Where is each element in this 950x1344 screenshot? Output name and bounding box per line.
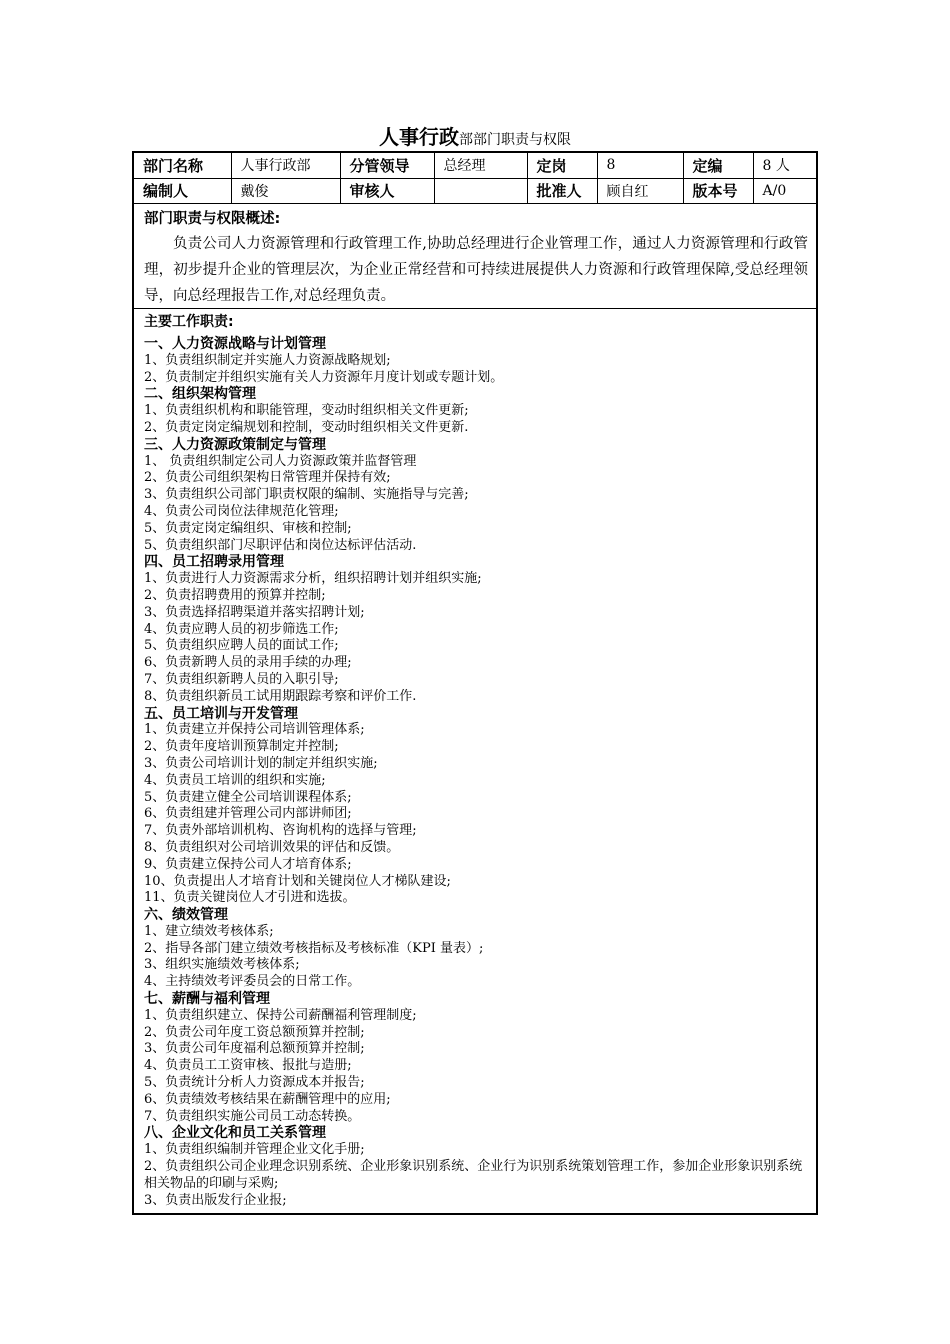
duty-item: 9、负责建立保持公司人才培育体系; [144, 856, 352, 872]
positions-value: 8 [597, 153, 683, 178]
duty-item: 3、负责公司培训计划的制定并组织实施; [144, 755, 378, 771]
duty-item: 3、组织实施绩效考核体系; [144, 957, 300, 973]
duty-item: 3、负责出版发行企业报; [144, 1192, 287, 1208]
version-label: 版本号 [683, 178, 753, 203]
duty-item: 1、建立绩效考核体系; [144, 923, 274, 939]
duty-item: 5、负责组织部门尽职评估和岗位达标评估活动. [144, 537, 417, 553]
duty-item: 6、负责组建并管理公司内部讲师团; [144, 806, 352, 822]
duty-item: 2、负责招聘费用的预算并控制; [144, 587, 326, 603]
document-title [0, 126, 950, 151]
section-title: 一、人力资源战略与计划管理 [144, 336, 326, 352]
info-row-1 [134, 153, 816, 178]
duty-item: 1、负责建立并保持公司培训管理体系; [144, 722, 365, 738]
duty-item: 7、负责外部培训机构、咨询机构的选择与管理; [144, 823, 417, 839]
duty-item: 8、负责组织新员工试用期跟踪考察和评价工作. [144, 688, 417, 704]
duty-item: 5、负责建立健全公司培训课程体系; [144, 789, 352, 805]
leader-label: 分管领导 [340, 153, 434, 178]
duty-item: 5、负责统计分析人力资源成本并报告; [144, 1075, 365, 1091]
duty-item: 4、负责公司岗位法律规范化管理; [144, 503, 339, 519]
document-frame [132, 151, 818, 1215]
author-label: 编制人 [134, 178, 231, 203]
duty-item: 6、负责新聘人员的录用手续的办理; [144, 655, 352, 671]
section-title: 三、人力资源政策制定与管理 [144, 436, 326, 453]
duty-item: 2、负责组织公司企业理念识别系统、企业形象识别系统、企业行为识别系统策划管理工作，参加企业形象识别系统相关物品的印刷与采购; [144, 1159, 803, 1191]
overview-text: 负责公司人力资源管理和行政管理工作,协助总经理进行企业管理工作，通过人力资源管理和行政管理，初步提升企业的管理层次，为企业正常经营和可持续进展提供人力资源和行政管理保障,受总经理领导，向总经理报告工作,对总经理负责。 [144, 236, 808, 304]
duty-section [144, 554, 808, 705]
title-main: 人事行政 [379, 125, 459, 149]
reviewer-value [434, 178, 527, 203]
section-title: 二、组织架构管理 [144, 386, 256, 403]
duties-section [134, 310, 816, 1209]
info-table [134, 153, 816, 204]
section-title: 六、绩效管理 [144, 907, 228, 924]
duty-item: 1、负责组织建立、保持公司薪酬福利管理制度; [144, 1007, 417, 1023]
overview-section [134, 205, 816, 309]
dept-name-label: 部门名称 [134, 153, 231, 178]
section-title: 四、员工招聘录用管理 [144, 554, 284, 571]
duty-item: 4、主持绩效考评委员会的日常工作。 [144, 974, 361, 990]
duty-section [144, 1125, 808, 1209]
duty-item: 2、指导各部门建立绩效考核指标及考核标准（KPI 量表）; [144, 940, 484, 956]
headcount-value: 8 人 [753, 153, 816, 178]
duties-heading: 主要工作职责: [144, 314, 234, 330]
duty-section [144, 336, 808, 386]
section-title: 八、企业文化和员工关系管理 [144, 1125, 326, 1142]
approver-value: 顾自红 [597, 178, 683, 203]
duty-item: 1、负责组织编制并管理企业文化手册; [144, 1142, 365, 1158]
leader-value: 总经理 [434, 153, 527, 178]
author-value: 戴俊 [231, 178, 340, 203]
duty-section [144, 706, 808, 908]
headcount-label: 定编 [683, 153, 753, 178]
duty-item: 1、负责进行人力资源需求分析，组织招聘计划并组织实施; [144, 571, 482, 587]
duty-item: 8、负责组织对公司培训效果的评估和反馈。 [144, 839, 400, 855]
title-suffix: 部部门职责与权限 [459, 132, 571, 148]
approver-label: 批准人 [527, 178, 597, 203]
duty-item: 4、负责应聘人员的初步筛选工作; [144, 621, 339, 637]
duties-list [144, 336, 808, 1209]
duty-section [144, 386, 808, 436]
section-title: 五、员工培训与开发管理 [144, 705, 298, 722]
duty-item: 5、负责组织应聘人员的面试工作; [144, 638, 339, 654]
duty-item: 1、负责组织制定并实施人力资源战略规划; [144, 352, 391, 368]
duty-item: 4、负责员工培训的组织和实施; [144, 772, 326, 788]
duty-item: 2、负责年度培训预算制定并控制; [144, 739, 339, 755]
duty-item: 1、 负责组织制定公司人力资源政策并监督管理 [144, 453, 417, 469]
duty-item: 7、负责组织实施公司员工动态转换。 [144, 1108, 361, 1124]
section-title: 七、薪酬与福利管理 [144, 991, 270, 1008]
duty-item: 5、负责定岗定编组织、审核和控制; [144, 520, 352, 536]
duty-item: 6、负责绩效考核结果在薪酬管理中的应用; [144, 1091, 391, 1107]
duty-section [144, 437, 808, 555]
duty-section [144, 991, 808, 1125]
duty-item: 4、负责员工工资审核、报批与造册; [144, 1058, 352, 1074]
duty-item: 3、负责选择招聘渠道并落实招聘计划; [144, 604, 365, 620]
duty-item: 2、负责定岗定编规划和控制，变动时组织相关文件更新. [144, 419, 469, 435]
duty-section [144, 907, 808, 991]
version-value: A/0 [753, 178, 816, 203]
duty-item: 10、负责提出人才培育计划和关键岗位人才梯队建设; [144, 873, 451, 889]
dept-name-value: 人事行政部 [231, 153, 340, 178]
duty-item: 3、负责组织公司部门职责权限的编制、实施指导与完善; [144, 487, 469, 503]
duty-item: 3、负责公司年度福利总额预算并控制; [144, 1041, 365, 1057]
duty-item: 11、负责关键岗位人才引进和选拔。 [144, 890, 356, 906]
overview-heading: 部门职责与权限概述: [144, 211, 281, 227]
reviewer-label: 审核人 [340, 178, 434, 203]
positions-label: 定岗 [527, 153, 597, 178]
duty-item: 2、负责公司年度工资总额预算并控制; [144, 1024, 365, 1040]
duty-item: 1、负责组织机构和职能管理，变动时组织相关文件更新; [144, 403, 469, 419]
duty-item: 2、负责制定并组织实施有关人力资源年月度计划或专题计划。 [144, 369, 504, 385]
info-row-2 [134, 178, 816, 203]
duty-item: 2、负责公司组织架构日常管理并保持有效; [144, 470, 391, 486]
duty-item: 7、负责组织新聘人员的入职引导; [144, 671, 339, 687]
